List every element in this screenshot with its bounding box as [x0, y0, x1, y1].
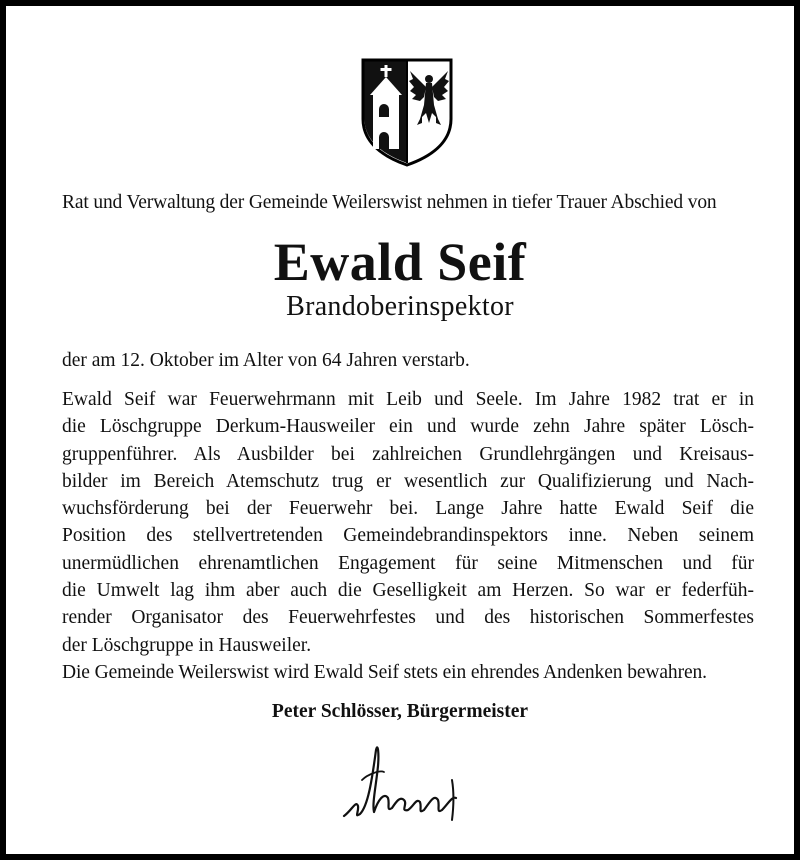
death-statement: der am 12. Oktober im Alter von 64 Jahren verstarb. [62, 350, 470, 371]
paragraph-line: wuchsförderung bei der Feuerwehr bei. Lange Jahre hatte Ewald Seif die [62, 498, 754, 520]
signer-name: Peter Schlösser, Bürgermeister [271, 701, 529, 722]
paragraph-line: Ewald Seif war Feuerwehrmann mit Leib und Seele. Im Jahre 1982 trat er in [62, 389, 754, 410]
deceased-rank: Brandoberinspektor [286, 291, 514, 322]
tribute-paragraph [62, 386, 754, 659]
paragraph-line: gruppenführer. Als Ausbilder bei zahlreichen Grundlehrgängen und Kreisaus- [62, 443, 754, 465]
deceased-name: Ewald Seif [273, 232, 527, 292]
paragraph-line: Position des stellvertretenden Gemeindebrandinspektors inne. Neben seinem [62, 525, 754, 547]
paragraph-line: der Löschgruppe in Hausweiler. [62, 634, 312, 656]
intro-text: Rat und Verwaltung der Gemeinde Weilerswist nehmen in tiefer Trauer Abschied von [62, 192, 717, 213]
paragraph-line: die Löschgruppe Derkum-Hausweiler ein und wurde zehn Jahre später Lösch- [62, 416, 754, 438]
paragraph-line: unermüdlichen ehrenamtlichen Engagement für seine Mitmenschen und für [62, 552, 754, 574]
signature-icon [338, 740, 468, 825]
paragraph-line: bilder im Bereich Atemschutz trug er wesentlich zur Qualifizierung und Nach- [62, 470, 754, 492]
closing-statement: Die Gemeinde Weilerswist wird Ewald Seif stets ein ehrendes Andenken bewahren. [62, 662, 707, 683]
paragraph-line: die Umwelt lag ihm aber auch die Geselligkeit am Herzen. So war er federfüh- [62, 580, 754, 602]
paragraph-line: render Organisator des Feuerwehrfestes und des historischen Sommerfestes [62, 607, 754, 629]
coat-of-arms-icon [360, 57, 454, 167]
